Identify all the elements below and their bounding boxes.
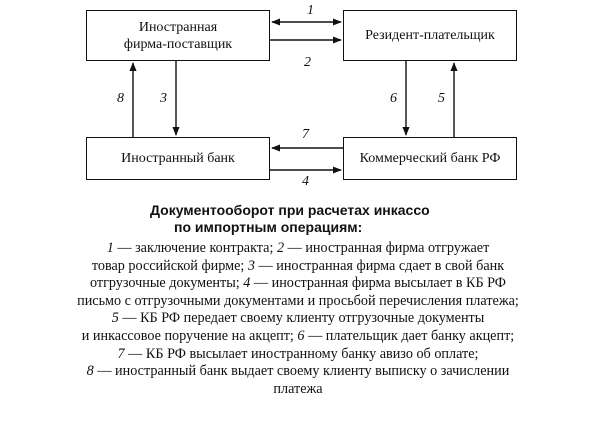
- legend-line-6: и инкассовое поручение на акцепт; 6 — плательщик дает банку акцепт;: [81, 327, 515, 344]
- figure-caption: [150, 202, 470, 236]
- legend-line-4: письмо с отгрузочными документами и просьбой перечисления платежа;: [77, 292, 519, 309]
- arrow-4-label: 4: [302, 174, 309, 189]
- arrow-2-label: 2: [304, 55, 311, 70]
- arrow-5-label: 5: [438, 91, 445, 106]
- legend-line-7: 7 — КБ РФ высылает иностранному банку авизо об оплате;: [117, 345, 479, 362]
- foreign-bank-box: [86, 137, 270, 180]
- legend-line-2: товар российской фирме; 3 — иностранная фирма сдает в свой банк: [91, 257, 505, 274]
- supplier-label-line1: Иностранная: [138, 19, 218, 35]
- legend-line-1: 1 — заключение контракта; 2 — иностранная фирма отгружает: [106, 240, 490, 256]
- legend-line-3: отгрузочные документы; 4 — иностранная фирма высылает в КБ РФ: [89, 275, 507, 292]
- resident-label: Резидент-плательщик: [365, 28, 495, 43]
- foreign-bank-label: Иностранный банк: [121, 151, 235, 166]
- supplier-label-line2: фирма-поставщик: [123, 36, 233, 52]
- legend-line-9: платежа: [273, 380, 323, 397]
- caption-line1: Документооборот при расчетах инкассо: [150, 202, 430, 218]
- legend-line-5: 5 — КБ РФ передает своему клиенту отгрузочные документы: [111, 310, 485, 327]
- commercial-bank-label: Коммерческий банк РФ: [359, 151, 501, 166]
- arrow-6-label: 6: [390, 91, 397, 106]
- arrow-7-label: 7: [302, 127, 309, 142]
- arrow-3-label: 3: [160, 91, 167, 106]
- foreign-supplier-box: [86, 10, 270, 61]
- resident-payer-box: [343, 10, 517, 61]
- arrow-8-label: 8: [117, 91, 124, 106]
- legend-line-8: 8 — иностранный банк выдает своему клиенту выписку о зачислении: [86, 363, 510, 380]
- arrow-1-label: 1: [307, 3, 314, 18]
- caption-line2: по импортным операциям:: [174, 219, 363, 235]
- legend-text: [8, 240, 588, 398]
- commercial-bank-box: [343, 137, 517, 180]
